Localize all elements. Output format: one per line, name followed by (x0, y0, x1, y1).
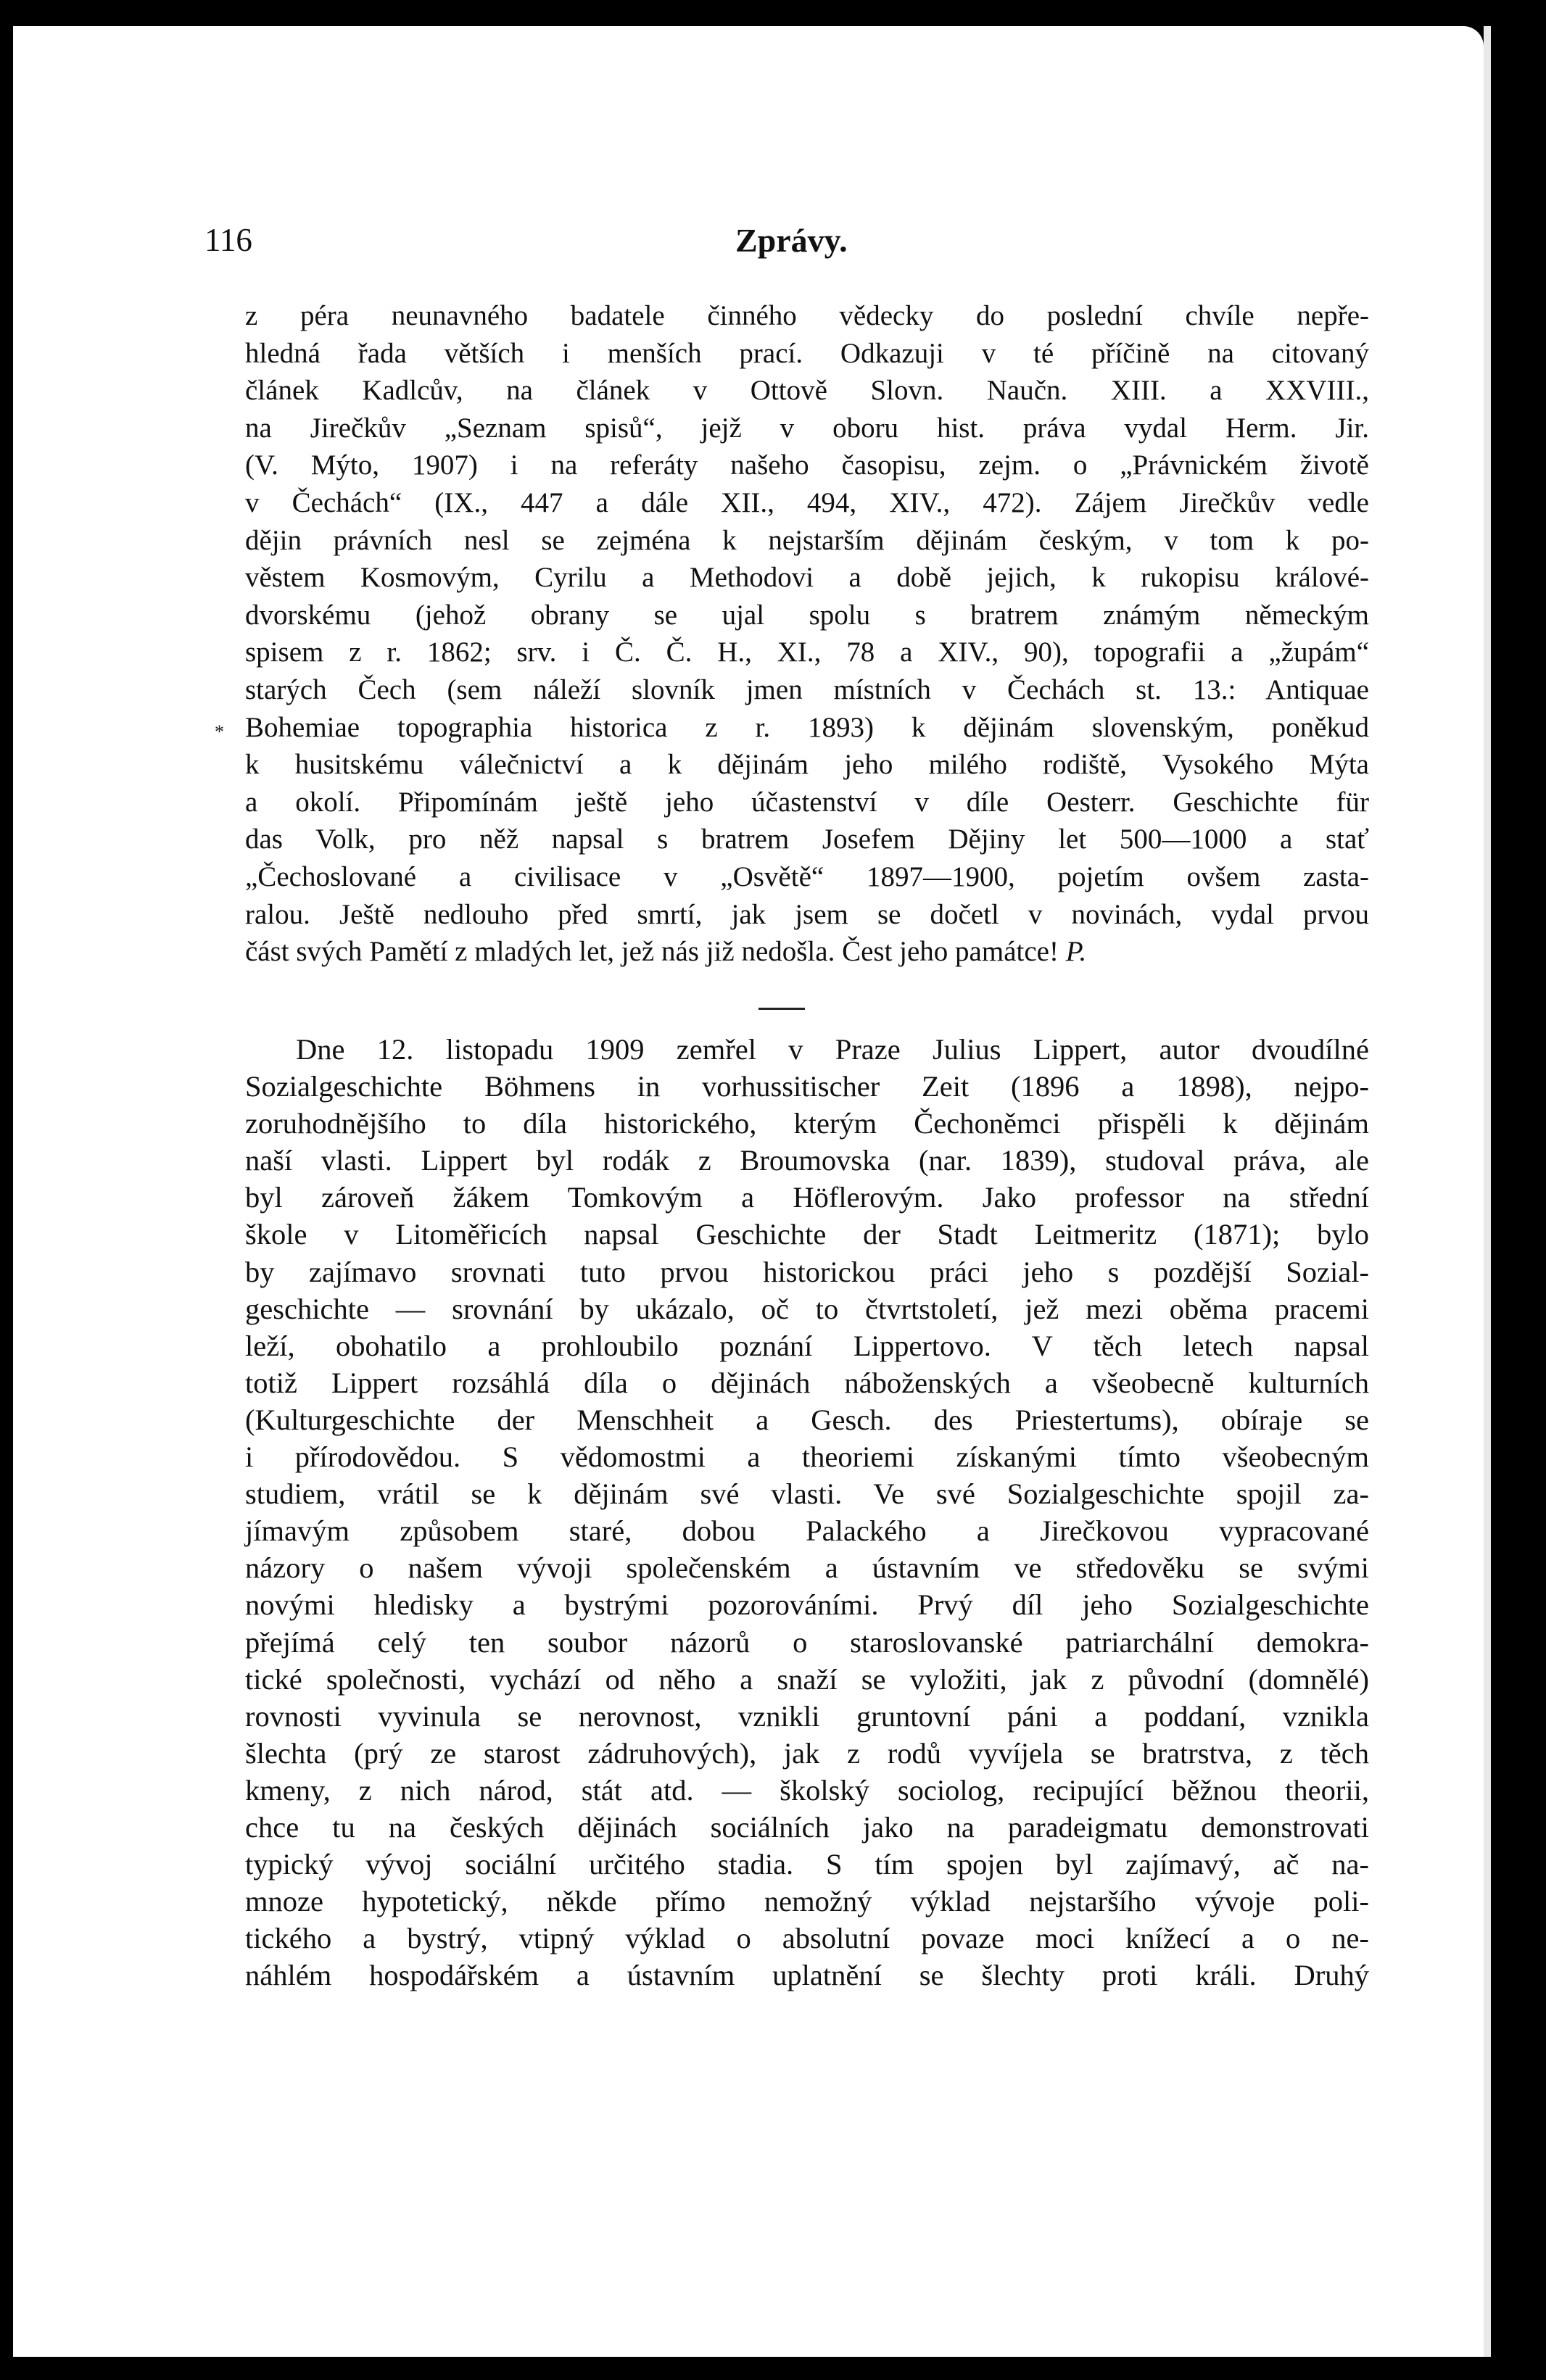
text-line: rovnosti vyvinula se nerovnost, vznikli gruntovní páni a poddaní, vznikla (245, 1699, 1369, 1733)
text-line: názory o našem vývoji společenském a ústavním ve středověku se svými (245, 1551, 1369, 1585)
section-divider (758, 1008, 805, 1010)
text-line: spisem z r. 1862; srv. i Č. Č. H., XI., 78 a XIV., 90), topografii a „župám“ (245, 637, 1369, 668)
text-line: a okolí. Připomínám ještě jeho účastenství v díle Oesterr. Geschichte für (245, 786, 1369, 818)
text-line: hledná řada větších i menších prací. Odkazuji v té příčině na citovaný (245, 337, 1369, 369)
text-line: na Jirečkův „Seznam spisů“, jejž v oboru hist. práva vydal Herm. Jir. (245, 412, 1369, 444)
obituary-lippert (245, 1031, 1369, 1994)
text-line: zoruhodnějšího to díla historického, kterým Čechoněmci přispěli k dějinám (245, 1107, 1369, 1140)
text-line: leží, obohatilo a prohloubilo poznání Lippertovo. V těch letech napsal (245, 1329, 1369, 1362)
text-line: naší vlasti. Lippert byl rodák z Broumovska (nar. 1839), studoval práva, ale (245, 1144, 1369, 1177)
page-number: 116 (204, 222, 252, 258)
text-line-last (245, 933, 1369, 971)
text-line: by zajímavo srovnati tuto prvou historickou práci jeho s pozdější Sozial- (245, 1255, 1369, 1288)
text-line: „Čechoslované a civilisace v „Osvětě“ 1897—1900, pojetím ovšem zasta- (245, 861, 1369, 892)
text-line: totiž Lippert rozsáhlá díla o dějinách náboženských a všeobecně kulturních (245, 1366, 1369, 1399)
page-header (0, 221, 1546, 272)
text-line: ralou. Ještě nedlouho před smrtí, jak jsem se dočetl v novinách, vydal prvou (245, 898, 1369, 930)
text-line: kmeny, z nich národ, stát atd. — školský sociolog, recipující běžnou theorii, (245, 1773, 1369, 1807)
text-line: tického a bystrý, vtipný výklad o absolutní povaze moci knížecí a o ne- (245, 1922, 1369, 1955)
text-line: starých Čech (sem náleží slovník jmen místních v Čechách st. 13.: Antiquae (245, 673, 1369, 705)
text-line: typický vývoj sociální určitého stadia. S tím spojen byl zajímavý, ač na- (245, 1848, 1369, 1881)
obituary-jirecek (245, 297, 1369, 971)
text-line: Bohemiae topographia historica z r. 1893) k dějinám slovenským, poněkud (245, 711, 1369, 743)
text-line: škole v Litoměřicích napsal Geschichte der Stadt Leitmeritz (1871); bylo (245, 1218, 1369, 1251)
text-line: dějin právních nesl se zejména k nejstarším dějinám českým, v tom k po- (245, 524, 1369, 556)
author-signature: P. (1065, 936, 1087, 968)
text-line: přejímá celý ten soubor názorů o staroslovanské patriarchální demokra- (245, 1625, 1369, 1659)
text-line: šlechta (prý ze starost zádruhových), jak z rodů vyvíjela se bratrstva, z těch (245, 1736, 1369, 1770)
text-line: jímavým způsobem staré, dobou Palackého a Jirečkovou vypracované (245, 1514, 1369, 1548)
text-line: náhlém hospodářském a ústavním uplatnění se šlechty proti králi. Druhý (245, 1959, 1369, 1992)
text-line: z péra neunavného badatele činného vědecky do poslední chvíle nepře- (245, 300, 1369, 331)
text-line: mnoze hypotetický, někde přímo nemožný výklad nejstaršího vývoje poli- (245, 1885, 1369, 1918)
text-line: článek Kadlcův, na článek v Ottově Slovn. Naučn. XIII. a XXVIII., (245, 375, 1369, 407)
text-line: (Kulturgeschichte der Menschheit a Gesch. des Priestertums), obíraje se (245, 1403, 1369, 1436)
text-line: Sozialgeschichte Böhmens in vorhussitischer Zeit (1896 a 1898), nejpo- (245, 1070, 1369, 1103)
text-line: (V. Mýto, 1907) i na referáty našeho časopisu, zejm. o „Právnickém životě (245, 449, 1369, 481)
text-line: novými hledisky a bystrými pozorováními. Prvý díl jeho Sozialgeschichte (245, 1588, 1369, 1622)
text-line: geschichte — srovnání by ukázalo, oč to čtvrtstoletí, jež mezi oběma pracemi (245, 1292, 1369, 1325)
text-line: v Čechách“ (IX., 447 a dále XII., 494, XIV., 472). Zájem Jirečkův vedle (245, 486, 1369, 518)
text-line: tické společnosti, vychází od něho a snaží se vyložiti, jak z původní (domnělé) (245, 1662, 1369, 1696)
text-line: dvorskému (jehož obrany se ujal spolu s bratrem známým německým (245, 599, 1369, 631)
text-line: byl zároveň žákem Tomkovým a Höflerovým. Jako professor na střední (245, 1181, 1369, 1214)
margin-mark: * (215, 721, 224, 742)
text-line: i přírodovědou. S vědomostmi a theoriemi získanými tímto všeobecným (245, 1440, 1369, 1474)
text-line: Dne 12. listopadu 1909 zemřel v Praze Julius Lippert, autor dvoudílné (296, 1033, 1369, 1066)
text-line: k husitskému válečnictví a k dějinám jeho milého rodiště, Vysokého Mýta (245, 749, 1369, 781)
text-line: das Volk, pro něž napsal s bratrem Josefem Dějiny let 500—1000 a stať (245, 824, 1369, 855)
text-line: chce tu na českých dějinách sociálních jako na paradeigmatu demonstrovati (245, 1810, 1369, 1844)
page-edge (1484, 26, 1491, 2357)
running-title: Zprávy. (735, 222, 848, 259)
last-line-text: část svých Pamětí z mladých let, jež nás již nedošla. Čest jeho památce! (245, 936, 1059, 968)
text-line: studiem, vrátil se k dějinám své vlasti. Ve své Sozialgeschichte spojil za- (245, 1477, 1369, 1511)
text-line: věstem Kosmovým, Cyrilu a Methodovi a době jejich, k rukopisu králové- (245, 562, 1369, 594)
